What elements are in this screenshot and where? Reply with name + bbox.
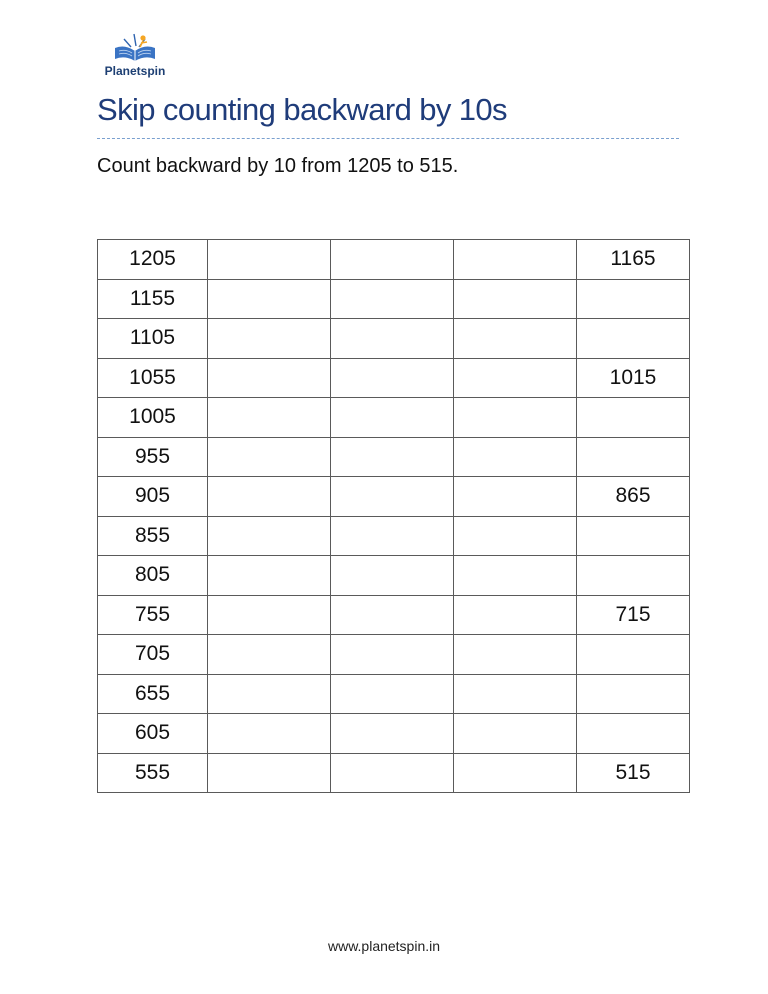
number-cell: 705	[98, 635, 208, 675]
answer-blank-cell[interactable]	[577, 437, 690, 477]
number-cell: 1055	[98, 358, 208, 398]
table-row	[98, 595, 690, 635]
number-cell: 515	[577, 753, 690, 793]
answer-blank-cell[interactable]	[577, 398, 690, 438]
number-cell: 955	[98, 437, 208, 477]
answer-blank-cell[interactable]	[208, 635, 331, 675]
number-cell: 905	[98, 477, 208, 517]
number-cell: 655	[98, 674, 208, 714]
answer-blank-cell[interactable]	[577, 556, 690, 596]
answer-blank-cell[interactable]	[331, 714, 454, 754]
answer-blank-cell[interactable]	[208, 556, 331, 596]
number-cell: 605	[98, 714, 208, 754]
table-row	[98, 516, 690, 556]
answer-blank-cell[interactable]	[208, 240, 331, 280]
number-cell: 1155	[98, 279, 208, 319]
brand-name: Planetspin	[104, 64, 166, 78]
answer-blank-cell[interactable]	[454, 635, 577, 675]
answer-blank-cell[interactable]	[331, 556, 454, 596]
answer-blank-cell[interactable]	[454, 714, 577, 754]
number-cell: 1005	[98, 398, 208, 438]
answer-blank-cell[interactable]	[331, 437, 454, 477]
footer-url: www.planetspin.in	[327, 938, 441, 954]
answer-blank-cell[interactable]	[208, 714, 331, 754]
answer-blank-cell[interactable]	[331, 279, 454, 319]
number-cell: 1205	[98, 240, 208, 280]
table-row	[98, 635, 690, 675]
answer-blank-cell[interactable]	[577, 674, 690, 714]
number-cell: 1105	[98, 319, 208, 359]
answer-blank-cell[interactable]	[208, 595, 331, 635]
counting-table-body	[98, 240, 690, 793]
answer-blank-cell[interactable]	[208, 674, 331, 714]
number-cell: 755	[98, 595, 208, 635]
answer-blank-cell[interactable]	[331, 635, 454, 675]
number-cell: 1015	[577, 358, 690, 398]
number-cell: 1165	[577, 240, 690, 280]
answer-blank-cell[interactable]	[454, 437, 577, 477]
answer-blank-cell[interactable]	[454, 516, 577, 556]
answer-blank-cell[interactable]	[454, 279, 577, 319]
answer-blank-cell[interactable]	[331, 516, 454, 556]
answer-blank-cell[interactable]	[208, 437, 331, 477]
page-title: Skip counting backward by 10s	[97, 92, 507, 127]
number-cell: 865	[577, 477, 690, 517]
answer-blank-cell[interactable]	[454, 753, 577, 793]
answer-blank-cell[interactable]	[577, 714, 690, 754]
brand-logo	[98, 32, 172, 82]
answer-blank-cell[interactable]	[454, 240, 577, 280]
answer-blank-cell[interactable]	[454, 595, 577, 635]
answer-blank-cell[interactable]	[331, 753, 454, 793]
answer-blank-cell[interactable]	[208, 398, 331, 438]
answer-blank-cell[interactable]	[454, 477, 577, 517]
table-row	[98, 358, 690, 398]
table-row	[98, 240, 690, 280]
answer-blank-cell[interactable]	[208, 753, 331, 793]
answer-blank-cell[interactable]	[454, 398, 577, 438]
table-row	[98, 477, 690, 517]
answer-blank-cell[interactable]	[331, 319, 454, 359]
answer-blank-cell[interactable]	[331, 595, 454, 635]
table-row	[98, 753, 690, 793]
answer-blank-cell[interactable]	[208, 516, 331, 556]
answer-blank-cell[interactable]	[454, 674, 577, 714]
answer-blank-cell[interactable]	[577, 279, 690, 319]
answer-blank-cell[interactable]	[208, 477, 331, 517]
table-row	[98, 319, 690, 359]
answer-blank-cell[interactable]	[331, 398, 454, 438]
book-logo-icon	[112, 32, 158, 64]
answer-blank-cell[interactable]	[331, 240, 454, 280]
answer-blank-cell[interactable]	[577, 319, 690, 359]
table-row	[98, 398, 690, 438]
title-divider	[97, 138, 679, 139]
number-cell: 805	[98, 556, 208, 596]
answer-blank-cell[interactable]	[577, 516, 690, 556]
answer-blank-cell[interactable]	[454, 319, 577, 359]
answer-blank-cell[interactable]	[208, 358, 331, 398]
number-cell: 555	[98, 753, 208, 793]
answer-blank-cell[interactable]	[454, 358, 577, 398]
instructions-text: Count backward by 10 from 1205 to 515.	[97, 155, 459, 177]
answer-blank-cell[interactable]	[208, 319, 331, 359]
answer-blank-cell[interactable]	[454, 556, 577, 596]
table-row	[98, 556, 690, 596]
table-row	[98, 279, 690, 319]
counting-table	[97, 239, 690, 793]
number-cell: 715	[577, 595, 690, 635]
answer-blank-cell[interactable]	[577, 635, 690, 675]
answer-blank-cell[interactable]	[208, 279, 331, 319]
answer-blank-cell[interactable]	[331, 358, 454, 398]
table-row	[98, 437, 690, 477]
answer-blank-cell[interactable]	[331, 477, 454, 517]
table-row	[98, 674, 690, 714]
table-row	[98, 714, 690, 754]
answer-blank-cell[interactable]	[331, 674, 454, 714]
number-cell: 855	[98, 516, 208, 556]
